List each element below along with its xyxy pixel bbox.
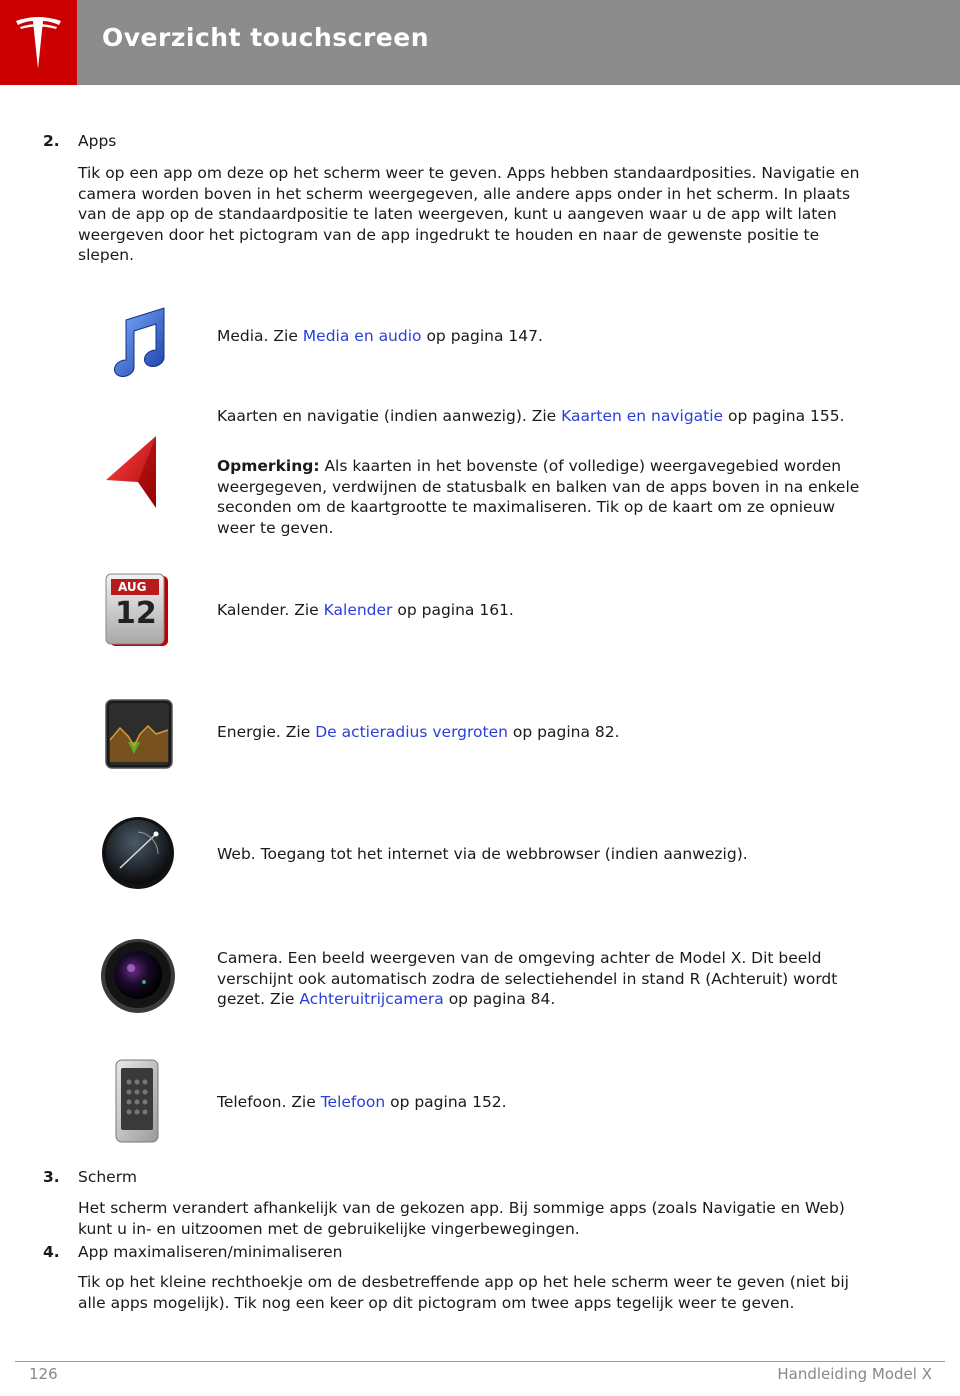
- page-title: Overzicht touchscreen: [102, 23, 430, 52]
- app-desc-text: op pagina 147.: [421, 327, 543, 345]
- app-desc-web: Web. Toegang tot het internet via de webbrowser (indien aanwezig).: [217, 845, 748, 863]
- app-desc-maps: [217, 406, 877, 427]
- calendar-icon-month: AUG: [118, 580, 147, 594]
- item-4-body: Tik op het kleine rechthoekje om de desbetreffende app op het hele scherm weer te geven (niet bij alle apps mogelijk). Tik nog een keer op dit pictogram om twee apps tegelijk weer te geven.: [78, 1273, 849, 1312]
- link-media-audio[interactable]: Media en audio: [302, 327, 422, 345]
- navigation-arrow-icon: [98, 432, 178, 518]
- item-2-number: 2.: [43, 132, 60, 150]
- web-globe-icon: [98, 810, 178, 896]
- footer-title: Handleiding Model X: [777, 1365, 932, 1383]
- note-text: Als kaarten in het bovenste (of volledige) weergavegebied worden weergegeven, verdwijnen de statusbalk en balken van de apps boven in na enkele seconden om de kaartgrootte te maximaliseren. Tik op de kaart om ze opnieuw weer te geven.: [217, 457, 860, 537]
- camera-lens-icon: [98, 932, 178, 1018]
- app-desc-text: op pagina 161.: [392, 601, 514, 619]
- calendar-icon: [98, 568, 178, 654]
- note-maps: [217, 456, 877, 538]
- item-4-number: 4.: [43, 1243, 60, 1261]
- phone-keypad-icon: [98, 1058, 178, 1144]
- item-3-number: 3.: [43, 1168, 60, 1186]
- calendar-icon-day: 12: [115, 596, 157, 631]
- item-3-body: Het scherm verandert afhankelijk van de gekozen app. Bij sommige apps (zoals Navigatie en Web) kunt u in- en uitzoomen met de gebruikelijke vingerbewegingen.: [78, 1199, 845, 1238]
- app-desc-text: op pagina 84.: [443, 990, 556, 1008]
- note-label: Opmerking:: [217, 457, 320, 475]
- tesla-logo-icon: [14, 15, 63, 71]
- app-desc-text: op pagina 155.: [723, 407, 845, 425]
- app-desc-media: [217, 326, 877, 347]
- app-desc-camera: [217, 948, 877, 1010]
- app-desc-text: op pagina 82.: [507, 723, 620, 741]
- page-header: [0, 0, 960, 85]
- link-phone[interactable]: Telefoon: [320, 1093, 386, 1111]
- item-2-title: Apps: [78, 132, 117, 150]
- music-note-icon: [98, 298, 178, 384]
- link-calendar[interactable]: Kalender: [323, 601, 393, 619]
- app-desc-text: Kaarten en navigatie (indien aanwezig). Zie: [217, 407, 562, 425]
- app-desc-text: Kalender. Zie: [217, 601, 324, 619]
- app-desc-text: Energie. Zie: [217, 723, 316, 741]
- app-desc-text: op pagina 152.: [385, 1093, 507, 1111]
- tesla-logo: [0, 0, 77, 85]
- item-3-title: Scherm: [78, 1168, 137, 1186]
- item-4-title: App maximaliseren/minimaliseren: [78, 1243, 343, 1261]
- app-desc-energy: [217, 722, 877, 743]
- page-number: 126: [29, 1365, 58, 1383]
- energy-graph-icon: [98, 690, 178, 776]
- item-2-body: Tik op een app om deze op het scherm weer te geven. Apps hebben standaardposities. Navigatie en camera worden boven in het scherm weergegeven, alle andere apps onder in het scherm. In plaats van de app op de standaardpositie te laten weergeven, kunt u aangeven waar u de app wilt laten weergeven door het pictogram van de app ingedrukt te houden en naar de gewenste positie te slepen.: [78, 164, 860, 264]
- app-desc-text: Media. Zie: [217, 327, 303, 345]
- link-maps-navigation[interactable]: Kaarten en navigatie: [561, 407, 724, 425]
- footer-divider: [15, 1361, 945, 1362]
- app-desc-text: Camera. Een beeld weergeven van de omgeving achter de Model X. Dit beeld verschijnt ook automatisch zodra de selectiehendel in stand R (Achteruit) wordt gezet. Zie: [217, 949, 838, 1008]
- app-desc-text: Telefoon. Zie: [217, 1093, 321, 1111]
- link-range[interactable]: De actieradius vergroten: [315, 723, 508, 741]
- app-desc-phone: [217, 1092, 877, 1113]
- link-rear-camera[interactable]: Achteruitrijcamera: [299, 990, 444, 1008]
- app-desc-calendar: [217, 600, 877, 621]
